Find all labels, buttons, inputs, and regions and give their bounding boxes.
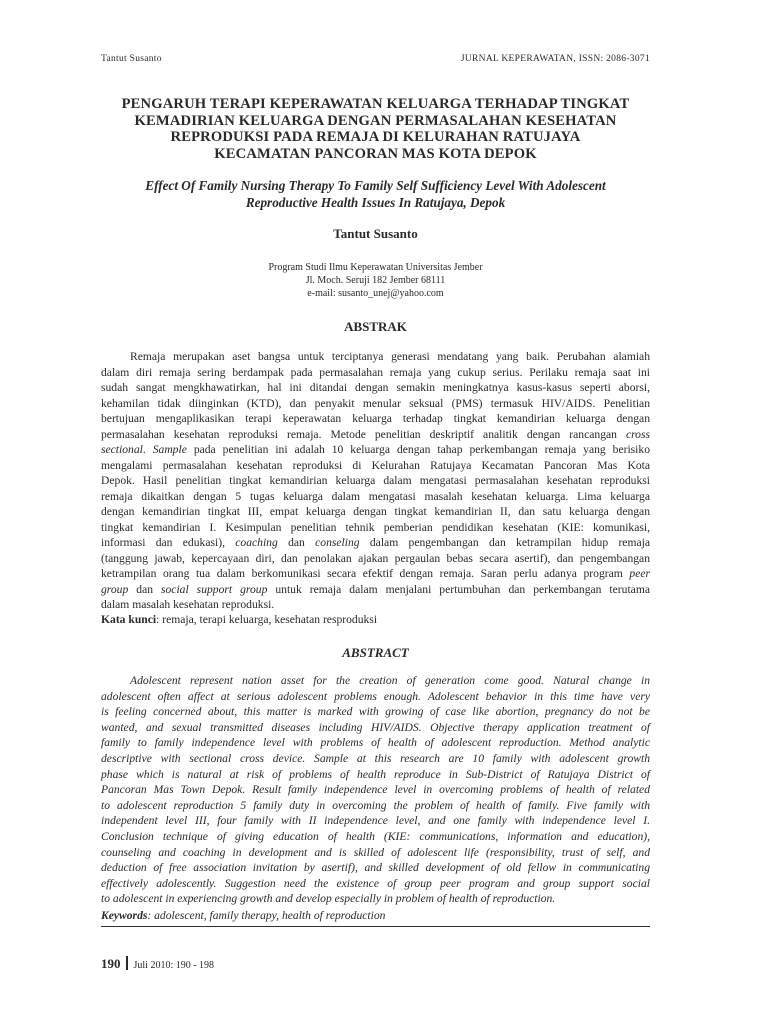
abstrak-line — [101, 380, 650, 396]
abstrak-line — [101, 489, 650, 505]
text-run: pada penelitian ini adalah 10 keluarga dengan tahap perkembangan remaja yang berisiko — [186, 443, 651, 456]
abstrak-line — [101, 427, 650, 443]
keywords — [101, 909, 650, 922]
italic-term: sectional — [101, 443, 143, 456]
text-run: untuk remaja dalam menjalani pertumbuhan dan perkembangan terutama — [267, 582, 650, 596]
english-title — [101, 178, 650, 211]
footer-rule — [101, 926, 650, 927]
running-head-journal: JURNAL KEPERAWATAN, ISSN: 2086-3071 — [460, 54, 650, 64]
abstrak-line — [101, 504, 650, 520]
abstract-line: Conclusion technique of giving education of health (KIE: communications, information and education), — [101, 829, 650, 843]
abstract-line: independent level III, four family with II independence level, and one family with independence level I. — [101, 814, 650, 828]
abstract-line: adolescent often affect at serious adolescent problems enough. Adolescent behavior in this time have very — [101, 689, 650, 703]
abstrak-line — [101, 458, 650, 474]
abstrak-line — [101, 551, 650, 567]
text-run: dalam diri remaja sering berdampak pada permasalahan remaja yang cukup serius. Perilaku remaja saat ini — [101, 365, 650, 379]
abstract-line: wanted, and sexual transmitted diseases including HIV/AIDS. Objective therapy application treatment of — [101, 720, 650, 734]
kata-kunci — [101, 613, 650, 626]
text-run: kehamilan tidak diinginkan (KTD), dan penyakit menular seksual (PMS) termasuk HIV/AIDS. Penelitian — [101, 396, 650, 410]
abstract-line: family to family independence level with problems of health of adolescent reproduction. Method analytic — [101, 736, 650, 750]
text-run: ketrampilan orang tua dalam berkomunikasi secara efektif dengan remaja. Saran perlu adanya program — [101, 567, 630, 580]
issue-info: Juli 2010: 190 - 198 — [133, 960, 215, 971]
title-line: REPRODUKSI PADA REMAJA DI KELURAHAN RATUJAYA — [170, 129, 581, 145]
keywords-text: : adolescent, family therapy, health of reproduction — [147, 909, 386, 922]
abstract-line: to adolescent reproduction 5 family duty in overcoming the problem of health of family. Five family with — [101, 798, 650, 812]
text-run: dengan kemandirian tingkat III, empat keluarga dengan tingkat kemandirian II, dan satu keluarga dengan — [101, 505, 650, 518]
text-run: sudah sangat mengkhawatirkan, hal ini ditandai dengan semakin meningkatnya kasus-kasus seperti aborsi, — [101, 381, 650, 394]
abstract-line: counseling and coaching in development and is skilled of adolescent life (responsibility, trust of self, and — [101, 845, 650, 859]
text-run: . — [142, 443, 153, 456]
text-run: dan — [128, 582, 161, 596]
page-footer — [101, 956, 214, 972]
abstrak-line — [101, 582, 650, 598]
text-run: informasi dan edukasi), — [101, 536, 236, 549]
abstrak-line — [101, 473, 650, 489]
running-head — [101, 54, 650, 68]
abstrak-body — [101, 349, 650, 613]
title-line: PENGARUH TERAPI KEPERAWATAN KELUARGA TERHADAP TINGKAT — [121, 96, 630, 112]
abstrak-line — [101, 349, 650, 365]
abstract-line: descriptive with sectional cross device. Sample at this research are 10 family with adolescent growth — [101, 751, 650, 765]
abstrak-line — [101, 535, 650, 551]
text-run: permasalahan kesehatan reproduksi remaja. Metode penelitian deskriptif analitik dengan rancangan — [101, 427, 626, 441]
abstract-line: Pancoran Mas Town Depok. Result family independence level in overcoming problems of health of related — [101, 783, 650, 797]
text-run: Remaja merupakan aset bangsa untuk terciptanya generasi mendatang yang baik. Perubahan alamiah — [130, 350, 650, 363]
abstract-line: to adolescent in experiencing growth and develop especially in problem of health of reproduction. — [101, 892, 556, 906]
italic-term: coaching — [235, 536, 278, 549]
abstrak-line — [101, 365, 650, 381]
text-run: remaja dikaitkan dengan 5 tugas keluarga dalam mengatasi masalah kesehatan keluarga. Lima keluarga — [101, 489, 650, 503]
text-run: bertujuan mengaplikasikan terapi keperawatan keluarga terhadap tingkat kemandirian keluarga dengan — [101, 412, 650, 425]
abstrak-line — [101, 396, 650, 412]
text-run: dalam pengembangan dan ketrampilan hidup remaja — [359, 536, 650, 549]
abstract-heading: ABSTRACT — [342, 645, 409, 660]
italic-term: Sample — [152, 443, 187, 456]
kata-kunci-text: : remaja, terapi keluarga, kesehatan resproduksi — [156, 613, 378, 626]
abstract-line: effectively adolescently. Suggestion need the existence of group peer program and group support social — [101, 876, 650, 890]
abstrak-line — [101, 597, 650, 613]
text-run: Depok. Hasil penelitian tingkat kemandirian keluarga dalam mengatasi permasalahan kesehatan reproduksi — [101, 474, 650, 487]
italic-term: group — [101, 582, 129, 596]
kata-kunci-label: Kata kunci — [101, 613, 157, 626]
italic-term: conseling — [315, 536, 360, 549]
abstract-line: deduction of free association invitation by asertif), and skilled development of old fellow in communicating — [101, 861, 650, 875]
italic-term: social support group — [161, 582, 268, 596]
text-run: dan — [277, 536, 316, 549]
italic-term: cross — [625, 427, 650, 441]
abstrak-line — [101, 520, 650, 536]
text-run: dalam masalah kesehatan reproduksi. — [101, 598, 275, 611]
affiliation — [101, 261, 650, 300]
abstrak-line — [101, 411, 650, 427]
title-line: KEMADIRIAN KELUARGA DENGAN PERMASALAHAN KESEHATAN — [134, 112, 617, 129]
abstract-line: is feeling concerned about, this matter is marked with growing of case like abortion, pregnancy do not be — [101, 705, 650, 719]
abstract-line: phase which is natural at risk of problems of health reproduce in Sub-District of Ratujaya District of — [101, 767, 650, 781]
abstract-body — [101, 673, 650, 907]
text-run: (tanggung jawab, kepercayaan diri, dan penolakan ajakan pergaulan bebas secara asertif), dan pengembangan — [101, 551, 650, 565]
affiliation-program: Program Studi Ilmu Keperawatan Universitas Jember — [268, 262, 483, 273]
text-run: tingkat kemandirian I. Kesimpulan penelitian tehnik pemberian pendidikan kesehatan (KIE: komunikasi, — [101, 520, 650, 534]
author-name: Tantut Susanto — [333, 226, 418, 241]
english-title-line: Reproductive Health Issues In Ratujaya, Depok — [245, 194, 506, 210]
abstrak-heading: ABSTRAK — [344, 319, 407, 334]
abstrak-line — [101, 566, 650, 582]
keywords-label: Keywords — [101, 909, 148, 922]
running-head-author: Tantut Susanto — [101, 54, 162, 64]
english-title-line: Effect Of Family Nursing Therapy To Family Self Sufficiency Level With Adolescent — [145, 178, 606, 193]
title-line: KECAMATAN PANCORAN MAS KOTA DEPOK — [214, 145, 537, 162]
article-title — [101, 96, 650, 162]
abstrak-line — [101, 442, 650, 458]
affiliation-email: e-mail: susanto_unej@yahoo.com — [307, 288, 444, 299]
page-number: 190 — [101, 956, 121, 971]
text-run: mengalami permasalahan kesehatan reproduksi di Kelurahan Ratujaya Kecamatan Pancoran Mas Kota — [101, 458, 650, 472]
italic-term: peer — [629, 567, 650, 580]
abstract-line: Adolescent represent nation asset for the creation of generation come good. Natural change in — [130, 674, 650, 687]
footer-divider — [126, 956, 128, 970]
affiliation-address: Jl. Moch. Seruji 182 Jember 68111 — [305, 275, 446, 286]
